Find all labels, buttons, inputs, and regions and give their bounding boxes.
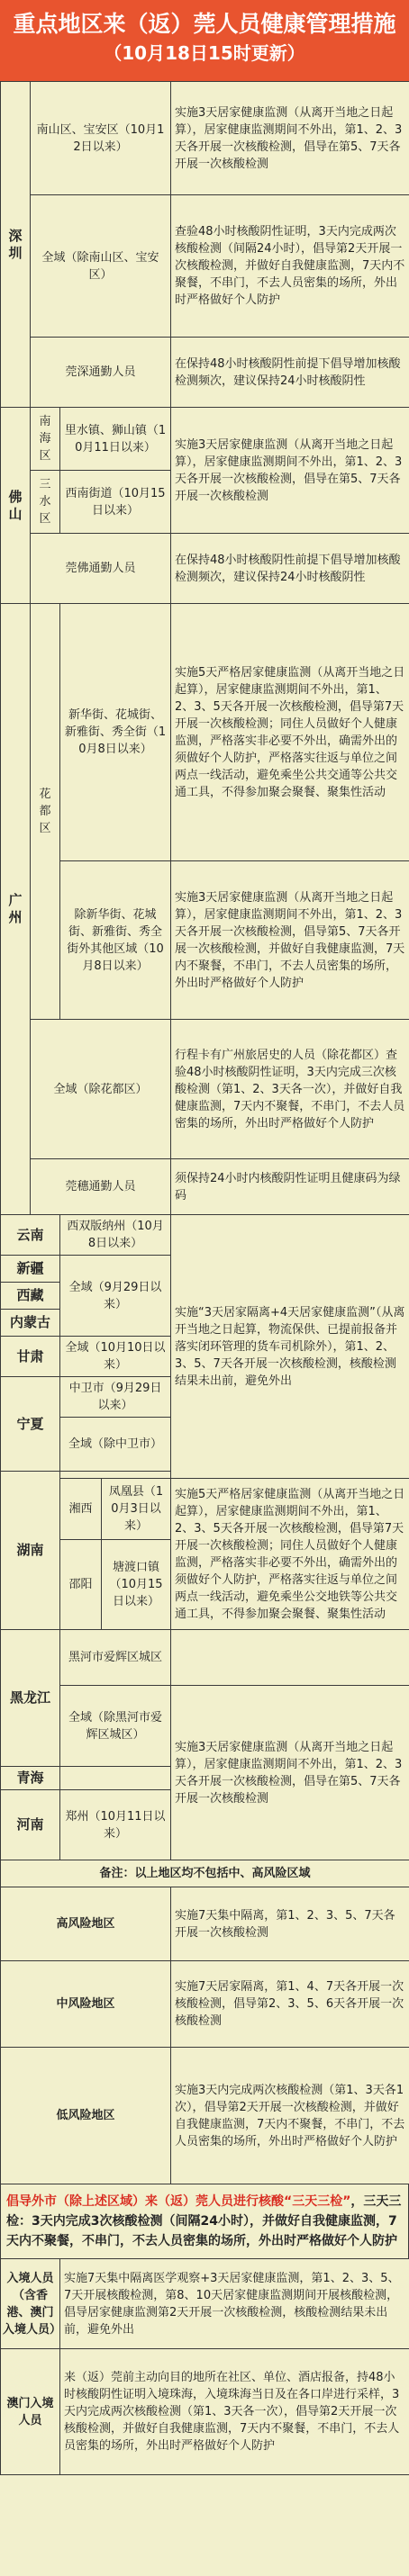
area-cell: 塘渡口镇（10月15日以来）: [102, 1540, 171, 1630]
area-cell: 莞穗通勤人员: [31, 1159, 171, 1215]
province-yunnan: 云南: [1, 1215, 60, 1256]
risk-label-low: 低风险地区: [1, 2048, 171, 2184]
area-cell: 除新华街、花城街、新雅街、秀全街外其他区域（10月8日以来）: [60, 861, 171, 1020]
entry-table: [0, 2258, 409, 2475]
measure-cell: 查验48小时核酸阴性证明，3天内完成两次核酸检测（间隔24小时），倡导第2天开展一次核酸检测，并做好自我健康监测，7天内不聚餐，不串门，不去人员密集的场所，外出时严格做好个人防护: [171, 195, 409, 338]
area-cell: 全域（9月29日以来）: [60, 1256, 171, 1337]
province-gansu: 甘肃: [1, 1337, 60, 1377]
province-hunan: 湖南: [1, 1472, 60, 1630]
advice-text: ，三天三检：3天内完成3次核酸检测（间隔24小时），并做好自我健康监测，7天内不聚餐，不串门，不去人员密集的场所，外出时严格做好个人防护: [6, 2194, 402, 2248]
area-cell: 新华街、花城街、新雅街、秀全街（10月8日以来）: [60, 604, 171, 861]
area-cell: 全域（除黑河市爱辉区城区）: [60, 1686, 171, 1767]
measure-cell: 实施7天居家隔离，第1、4、7天各开展一次核酸检测，倡导第2、3、5、6天各开展一次核酸检测: [171, 1961, 409, 2048]
district-cell: 三水区: [31, 471, 60, 534]
area-cell: 全域（10月10日以来）: [60, 1337, 171, 1377]
area-cell: 全域（除花都区）: [31, 1020, 171, 1159]
measure-cell: 实施7天集中隔离医学观察+3天居家健康监测，第1、2、3、5、7天开展核酸检测，第8、10天居家健康监测期间开展核酸检测，倡导居家健康监测第2天开展一次核酸检测，核酸检测结果未出前，避免外出: [60, 2259, 409, 2349]
entry-label-macau: 澳门入境人员: [1, 2349, 60, 2475]
page-header: [0, 0, 409, 81]
measure-cell: 实施3天内完成两次核酸检测（第1、3天各1次），倡导第2天开展一次核酸检测，并做好自我健康监测，7天内不聚餐，不串门，不去人员密集的场所，外出时严格做好个人防护: [171, 2048, 409, 2184]
province-guangzhou: 广州: [1, 604, 31, 1215]
risk-label-mid: 中风险地区: [1, 1961, 171, 2048]
province-henan: 河南: [1, 1790, 60, 1860]
province-shenzhen: 深圳: [1, 82, 31, 408]
entry-label-overseas: 入境人员（含香港、澳门入境人员）: [1, 2259, 60, 2349]
measures-table: [0, 81, 409, 2184]
province-foshan: 佛山: [1, 408, 31, 604]
risk-label-high: 高风险地区: [1, 1887, 171, 1961]
area-cell: 全域（除南山区、宝安区）: [31, 195, 171, 338]
province-qinghai: 青海: [1, 1767, 60, 1790]
measure-cell: 实施“3天居家隔离+4天居家健康监测”（从离开当地之日起算，物流保供、已提前报备并落实闭环管理的货车司机除外），第1、2、3、5、7天各开展一次核酸检测，核酸检测结果未出前，避免外出: [171, 1215, 409, 1479]
province-xinjiang: 新疆: [1, 1256, 60, 1283]
measure-cell: 行程卡有广州旅居史的人员（除花都区）查验48小时核酸阴性证明，3天内完成三次核酸检测（第1、2、3天各一次），并做好自我健康监测，7天内不聚餐，不串门，不去人员密集的场所，外出时严格做好个人防护: [171, 1020, 409, 1159]
area-cell: 中卫市（9月29日以来）: [60, 1377, 171, 1418]
measure-cell: 在保持48小时核酸阴性前提下倡导增加核酸检测频次，建议保持24小时核酸阴性: [171, 534, 409, 604]
area-cell: 郑州（10月11日以来）: [60, 1790, 171, 1860]
measure-cell: 实施3天居家健康监测（从离开当地之日起算），居家健康监测期间不外出，第1、2、3天各开展一次核酸检测，倡导第5、7天各开展一次核酸检测，并做好自我健康监测，7天内不聚餐，不串门，不去人员密集的场所，外出时严格做好个人防护: [171, 861, 409, 1020]
district-cell: 南海区: [31, 408, 60, 471]
measure-cell: 实施7天集中隔离，第1、2、3、5、7天各开展一次核酸检测: [171, 1887, 409, 1961]
district-cell: 花都区: [31, 604, 60, 1020]
area-cell: 黑河市爱辉区城区: [60, 1630, 171, 1686]
measure-cell: 来（返）莞前主动向目的地所在社区、单位、酒店报备，持48小时核酸阴性证明入境珠海，入境珠海当日及在各口岸进行采样，3天内完成两次核酸检测（第1、3天各一次），倡导第2天开展一次核酸检测，并做好自我健康监测，7天内不聚餐，不串门，不去人员密集的场所，外出时严格做好个人防护: [60, 2349, 409, 2475]
measure-cell: 实施5天严格居家健康监测（从离开当地之日起算），居家健康监测期间不外出，第1、2、3、5天各开展一次核酸检测，倡导第7天开展一次核酸检测；同住人员做好个人健康监测，严格落实非必要不外出，确需外出的须做好个人防护，严格落实往返与单位之间两点一线活动，避免乘坐公共交通等公共交通工具，不得参加聚会聚餐、聚集性活动: [171, 604, 409, 861]
district-cell: 湘西: [60, 1479, 102, 1540]
area-cell: 莞深通勤人员: [31, 338, 171, 408]
spacer-cell: [60, 1767, 171, 1790]
measure-cell: 在保持48小时核酸阴性前提下倡导增加核酸检测频次，建议保持24小时核酸阴性: [171, 338, 409, 408]
district-cell: 邵阳: [60, 1540, 102, 1630]
page-title: 重点地区来（返）莞人员健康管理措施: [13, 11, 396, 37]
measure-cell: 实施3天居家健康监测（从离开当地之日起算），居家健康监测期间不外出，第1、2、3天各开展一次核酸检测，倡导在第5、7天各开展一次核酸检测: [171, 408, 409, 534]
area-cell: 凤凰县（10月3日以来）: [102, 1479, 171, 1540]
remark-row: 备注：以上地区均不包括中、高风险区域: [1, 1860, 409, 1887]
measure-cell: 实施5天严格居家健康监测（从离开当地之日起算），居家健康监测期间不外出，第1、2、3、5天各开展一次核酸检测，倡导第7天开展一次核酸检测；同住人员做好个人健康监测，严格落实非必要不外出，确需外出的须做好个人防护，严格落实往返与单位之间两点一线活动，避免乘坐公交地铁等公共交通工具，不得参加聚会聚餐、聚集性活动: [171, 1479, 409, 1630]
area-cell: 南山区、宝安区（10月12日以来）: [31, 82, 171, 195]
area-cell: 莞佛通勤人员: [31, 534, 171, 604]
measure-cell: 实施3天居家健康监测（从离开当地之日起算），居家健康监测期间不外出，第1、2、3天各开展一次核酸检测，倡导在第5、7天各开展一次核酸检测: [171, 1686, 409, 1860]
page-subtitle: （10月18日15时更新）: [104, 42, 305, 64]
area-cell: 全域（除中卫市）: [60, 1418, 171, 1472]
area-cell: 里水镇、狮山镇（10月11日以来）: [60, 408, 171, 471]
province-xizang: 西藏: [1, 1283, 60, 1310]
measure-cell: 实施3天居家健康监测（从离开当地之日起算），居家健康监测期间不外出，第1、2、3天各开展一次核酸检测，倡导在第5、7天各开展一次核酸检测: [171, 82, 409, 195]
advice-highlight: 倡导外市（除上述区域）来（返）莞人员进行核酸“三天三检”: [6, 2194, 351, 2209]
province-heilongjiang: 黑龙江: [1, 1630, 60, 1767]
measure-cell: 须保持24小时内核酸阴性证明且健康码为绿码: [171, 1159, 409, 1215]
area-cell: 西双版纳州（10月8日以来）: [60, 1215, 171, 1256]
area-cell: 西南街道（10月15日以来）: [60, 471, 171, 534]
province-ningxia: 宁夏: [1, 1377, 60, 1472]
advice-block: [0, 2184, 409, 2258]
spacer-cell: [60, 1472, 171, 1479]
province-neimenggu: 内蒙古: [1, 1310, 60, 1337]
